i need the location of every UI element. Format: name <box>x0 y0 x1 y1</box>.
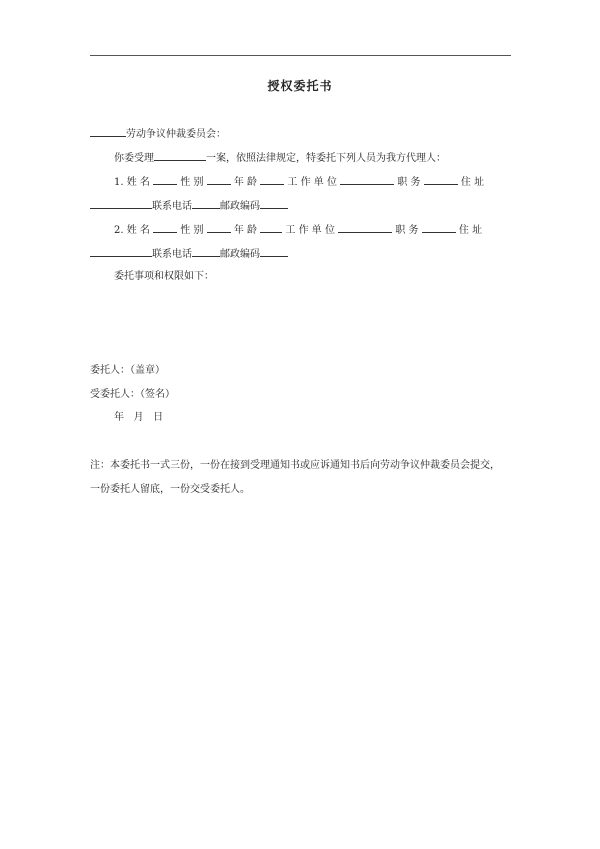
agent-2-position-blank[interactable] <box>422 223 456 233</box>
agent-2-workplace-label: 工 作 单 位 <box>285 225 335 236</box>
agent-1-position-blank[interactable] <box>424 175 458 185</box>
agent-1-phone-blank[interactable] <box>192 199 220 209</box>
agent-1-address-label: 住 址 <box>460 177 485 188</box>
matters-heading: 委托事项和权限如下： <box>114 271 214 282</box>
agent-1-row-2 <box>90 199 288 213</box>
agent-2-age-label: 年 龄 <box>233 225 258 236</box>
intro-prefix: 你委受理 <box>114 153 154 164</box>
agent-1-row-1 <box>114 175 484 189</box>
note-line-2: 一份委托人留底，一份交受委托人。 <box>90 484 250 495</box>
agent-2-row-2 <box>90 247 288 261</box>
agent-2-gender-label: 性 别 <box>180 225 204 236</box>
agent-1-address-blank[interactable] <box>90 199 152 209</box>
agent-2-postcode-label: 邮政编码 <box>220 249 260 260</box>
agent-label: 受委托人：（签名） <box>90 389 175 400</box>
addressee-text: 劳动争议仲裁委员会： <box>126 129 226 140</box>
note-line-1: 注：本委托书一式三份，一份在接到受理通知书或应诉通知书后向劳动争议仲裁委员会提交， <box>90 460 500 471</box>
agent-1-workplace-label: 工 作 单 位 <box>287 177 337 188</box>
agent-2-number: 2. <box>114 225 124 236</box>
agent-1-gender-label: 性 别 <box>180 177 204 188</box>
agent-2-gender-blank[interactable] <box>207 223 231 233</box>
agent-2-address-blank[interactable] <box>90 247 152 257</box>
document-title: 授权委托书 <box>267 79 333 93</box>
date-label: 年 月 日 <box>114 412 164 423</box>
principal-label: 委托人：（盖章） <box>90 365 165 376</box>
agent-2-age-blank[interactable] <box>260 223 282 233</box>
agent-2-phone-label: 联系电话 <box>152 249 192 260</box>
agent-1-age-label: 年 龄 <box>233 177 258 188</box>
agent-1-position-label: 职 务 <box>397 177 421 188</box>
agent-1-name-label: 姓 名 <box>126 177 150 188</box>
agent-2-row-1 <box>114 223 482 237</box>
addressee-line <box>90 127 226 141</box>
agent-1-gender-blank[interactable] <box>207 175 231 185</box>
intro-line <box>114 151 446 165</box>
agent-1-workplace-blank[interactable] <box>340 175 394 185</box>
committee-name-blank[interactable] <box>90 127 126 137</box>
agent-1-postcode-blank[interactable] <box>260 199 288 209</box>
agent-2-workplace-blank[interactable] <box>338 223 392 233</box>
case-name-blank[interactable] <box>154 151 206 161</box>
intro-suffix: 一案，依照法律规定，特委托下列人员为我方代理人： <box>206 153 446 164</box>
agent-2-address-label: 住 址 <box>458 225 483 236</box>
agent-1-age-blank[interactable] <box>260 175 284 185</box>
agent-2-position-label: 职 务 <box>395 225 419 236</box>
header-rule <box>90 55 511 56</box>
agent-1-number: 1. <box>114 177 124 188</box>
agent-2-name-blank[interactable] <box>153 223 177 233</box>
agent-1-name-blank[interactable] <box>153 175 177 185</box>
agent-2-name-label: 姓 名 <box>126 225 150 236</box>
agent-1-postcode-label: 邮政编码 <box>220 201 260 212</box>
agent-1-phone-label: 联系电话 <box>152 201 192 212</box>
agent-2-postcode-blank[interactable] <box>260 247 288 257</box>
agent-2-phone-blank[interactable] <box>192 247 220 257</box>
